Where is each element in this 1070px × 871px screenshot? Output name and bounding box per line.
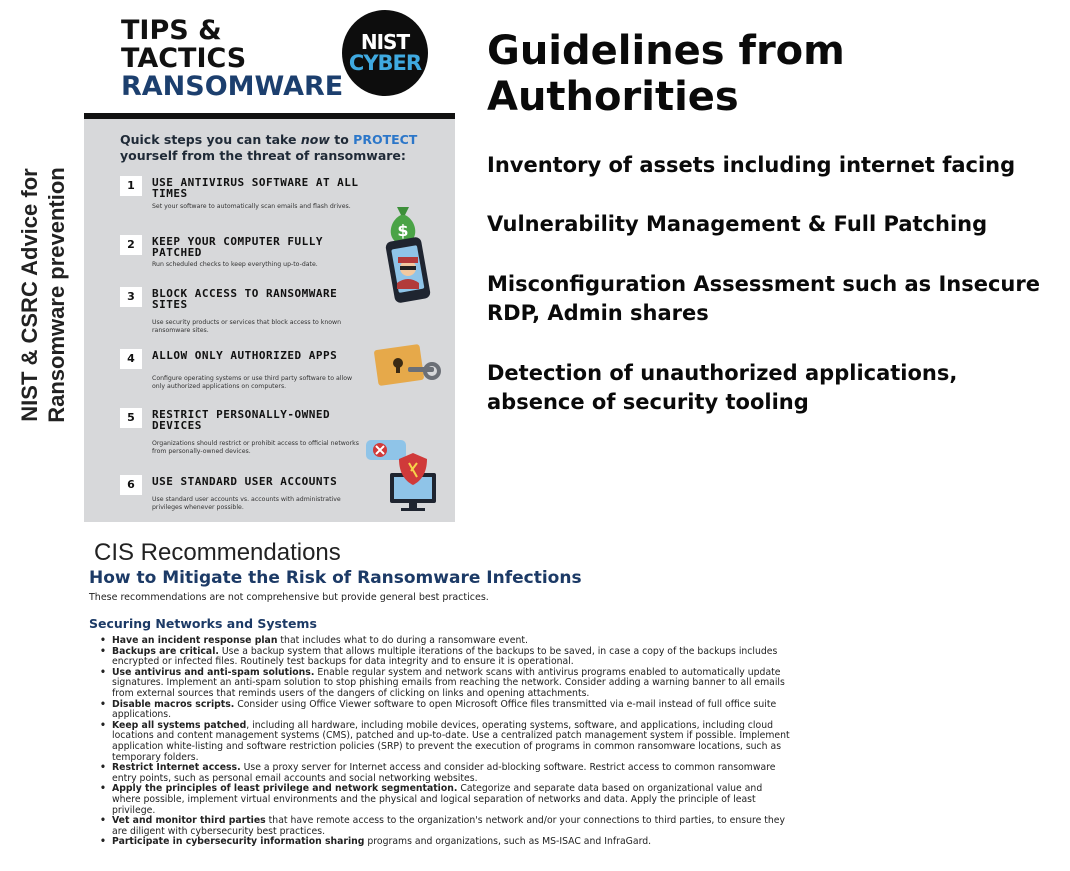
item-text: Use a proxy server for Internet access and consider ad-blocking software. Restrict access to common ransomware entry points, such as personal email accounts and social networking websites. (112, 762, 776, 784)
guideline-item: Vulnerability Management & Full Patching (487, 212, 988, 236)
list-item (100, 700, 790, 721)
list-item (100, 837, 790, 848)
item-lead: Use antivirus and anti-spam solutions. (112, 666, 315, 678)
list-item (100, 668, 790, 700)
poster-title-line1: TIPS & (121, 15, 222, 46)
shield-monitor-icon (387, 449, 439, 513)
step-number: 6 (120, 475, 142, 495)
intro-text: to (329, 132, 354, 147)
cis-recommendation-list (100, 636, 790, 848)
side-caption-line2: Ransomware prevention (44, 167, 69, 423)
item-lead: Keep all systems patched (112, 719, 247, 731)
step-title: USE STANDARD USER ACCOUNTS (152, 475, 338, 488)
item-lead: Vet and monitor third parties (112, 815, 266, 827)
step-description: Configure operating systems or use third party software to allow only authorized applications on computers. (152, 375, 353, 390)
step-title: KEEP YOUR COMPUTER FULLY PATCHED (152, 235, 323, 259)
list-item (100, 721, 790, 763)
step-description: Use standard user accounts vs. accounts with administrative privileges whenever possible. (152, 496, 341, 511)
intro-highlight: PROTECT (353, 132, 418, 147)
logo-line1: NIST (360, 30, 410, 54)
poster-header (84, 10, 455, 116)
intro-emphasis: now (300, 132, 330, 147)
poster-title-line2: TACTICS (121, 43, 247, 74)
list-item (100, 816, 790, 837)
side-caption (16, 150, 76, 440)
item-text: that includes what to do during a ransomware event. (277, 635, 528, 646)
logo-line2: CYBER (348, 51, 422, 75)
nist-poster (84, 10, 455, 522)
step-number: 3 (120, 287, 142, 307)
cis-title: How to Mitigate the Risk of Ransomware Infections (89, 568, 582, 588)
item-text: Categorize and separate data based on organizational value and where possible, implement virtual environments and the physical and logical separation of networks and data. Apply the principle of least privilege. (112, 783, 763, 816)
nist-cyber-logo (342, 10, 428, 96)
item-lead: Apply the principles of least privilege and network segmentation. (112, 783, 458, 795)
step-description: Set your software to automatically scan emails and flash drives. (152, 203, 351, 210)
step-description: Run scheduled checks to keep everything up-to-date. (152, 261, 318, 268)
step-description: Use security products or services that block access to known ransomware sites. (152, 319, 342, 334)
cis-section-heading: Securing Networks and Systems (89, 616, 317, 631)
svg-text:$: $ (397, 221, 409, 240)
item-lead: Backups are critical. (112, 645, 219, 657)
list-item (100, 784, 790, 816)
item-lead: Have an incident response plan (112, 635, 278, 646)
guidelines-title: Guidelines from Authorities (487, 28, 845, 120)
item-text: Use a backup system that allows multiple iterations of the backups to be saved, in case a copy of the backups includes encrypted or infected files. Routinely test backups for data integrity and to ensure it is operational. (112, 645, 778, 668)
item-text: that have remote access to the organization's network and/or your connections to third parties, to ensure they are diligent with cybersecurity best practices. (112, 815, 786, 837)
step-title: USE ANTIVIRUS SOFTWARE AT ALL TIMES (152, 176, 359, 200)
guideline-item: Misconfiguration Assessment such as Insecure RDP, Admin shares (487, 272, 1040, 325)
guideline-item: Inventory of assets including internet facing (487, 153, 1016, 177)
step-title: ALLOW ONLY AUTHORIZED APPS (152, 349, 338, 362)
step-number: 5 (120, 408, 142, 428)
phone-thief-icon (385, 235, 443, 307)
guideline-item: Detection of unauthorized applications, absence of security tooling (487, 361, 958, 414)
item-lead: Participate in cybersecurity information sharing (112, 836, 365, 848)
side-caption-line1: NIST & CSRC Advice for (17, 168, 42, 422)
step-title: BLOCK ACCESS TO RANSOMWARE SITES (152, 287, 338, 311)
lock-key-icon (372, 341, 444, 395)
list-item (100, 647, 790, 668)
list-item (100, 763, 790, 784)
item-text: , including all hardware, including mobile devices, operating systems, software, and applications, including cloud locations and content management systems (CMS), patched and up-to-date. Use a centralized patch management system if possible. Implement application white-listing and software restriction policies (SRP) to prevent the execution of programs in common ransomware locations, such as temporary folders. (112, 719, 790, 763)
poster-body (84, 119, 455, 522)
step-number: 4 (120, 349, 142, 369)
item-text: Consider using Office Viewer software to open Microsoft Office files transmitted via e-mail instead of full office suite applications. (112, 698, 777, 721)
step-description: Organizations should restrict or prohibit access to official networks from personally-owned devices. (152, 440, 359, 455)
step-number: 1 (120, 176, 142, 196)
intro-text: Quick steps you can take (120, 132, 301, 147)
item-lead: Disable macros scripts. (112, 698, 235, 710)
step-title: RESTRICT PERSONALLY-OWNED DEVICES (152, 408, 331, 432)
step-number: 2 (120, 235, 142, 255)
item-text: Enable regular system and network scans with antivirus programs enabled to automatically update signatures. Implement an anti-spam solution to stop phishing emails from reaching the network. Consider adding a warning banner to all emails from external sources that reminds users of the dangers of clicking on links and opening attachments. (112, 666, 785, 699)
poster-intro (120, 132, 430, 164)
item-lead: Restrict Internet access. (112, 762, 241, 774)
intro-text: yourself from the threat of ransomware: (120, 148, 406, 163)
cis-subtitle: These recommendations are not comprehensive but provide general best practices. (89, 592, 489, 603)
cis-heading: CIS Recommendations (94, 539, 341, 566)
poster-title-line3: RANSOMWARE (121, 71, 344, 102)
item-text: programs and organizations, such as MS-ISAC and InfraGard. (364, 836, 652, 848)
